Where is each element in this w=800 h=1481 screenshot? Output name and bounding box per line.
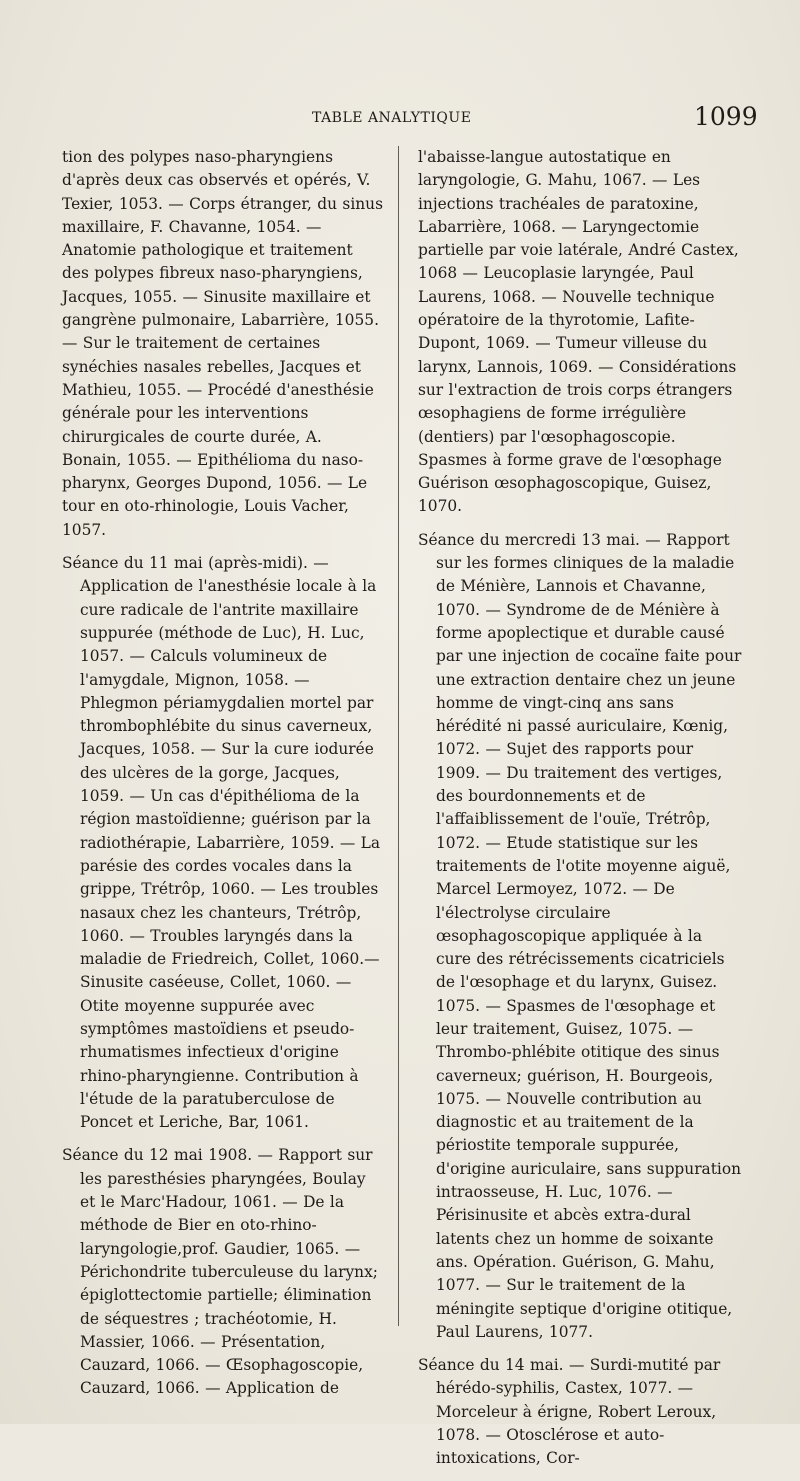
- column-divider: [398, 146, 399, 1326]
- right-column: [418, 146, 742, 1481]
- index-paragraph: Séance du 14 mai. — Surdi-mutité par hérédo-syphilis, Castex, 1077. — Morceleur à érigne, Robert Leroux, 1078. — Otosclérose et auto-intoxications, Cor-: [418, 1356, 721, 1468]
- index-paragraph: l'abaisse-langue autostatique en laryngologie, G. Mahu, 1067. — Les injections trachéales de paratoxine, Labarrière, 1068. — Laryngectomie partielle par voie latérale, André Castex, 1068 — Leucoplasie laryngée, Paul Laurens, 1068. — Nouvelle technique opératoire de la thyrotomie, Lafite-Dupont, 1069. — Tumeur villeuse du larynx, Lannois, 1069. — Considérations sur l'extraction de trois corps étrangers œsophagiens de forme irrégulière (dentiers) par l'œsophagoscopie. Spasmes à forme grave de l'œsophage Guérison œsophagoscopique, Guisez, 1070.: [418, 148, 739, 516]
- page-number: 1099: [694, 102, 758, 131]
- index-paragraph: Séance du mercredi 13 mai. — Rapport sur les formes cliniques de la maladie de Ménière, Lannois et Chavanne, 1070. — Syndrome de de Ménière à forme apoplectique et durable causé par une injection de cocaïne faite pour une extraction dentaire chez un jeune homme de vingt-cinq ans sans hérédité ni passé auriculaire, Kœnig, 1072. — Sujet des rapports pour 1909. — Du traitement des vertiges, des bourdonnements et de l'affaiblissement de l'ouïe, Trétrôp, 1072. — Etude statistique sur les traitements de l'otite moyenne aiguë, Marcel Lermoyez, 1072. — De l'électrolyse circulaire œsophagoscopique appliquée à la cure des rétrécissements cicatriciels de l'œsophage et du larynx, Guisez. 1075. — Spasmes de l'œsophage et leur traitement, Guisez, 1075. — Thrombo-phlébite otitique des sinus caverneux; guérison, H. Bourgeois, 1075. — Nouvelle contribution au diagnostic et au traitement de la périostite temporale suppurée, d'origine auriculaire, sans suppuration intraosseuse, H. Luc, 1076. — Périsinusite et abcès extra-dural latents chez un homme de soixante ans. Opération. Guérison, G. Mahu, 1077. — Sur le traitement de la méningite septique d'origine otitique, Paul Laurens, 1077.: [418, 530, 742, 1341]
- left-column: [62, 146, 384, 1411]
- index-paragraph: Séance du 11 mai (après-midi). — Application de l'anesthésie locale à la cure radicale de l'antrite maxillaire suppurée (méthode de Luc), H. Luc, 1057. — Calculs volumineux de l'amygdale, Mignon, 1058. — Phlegmon périamygdalien mortel par thrombophlébite du sinus caverneux, Jacques, 1058. — Sur la cure iodurée des ulcères de la gorge, Jacques, 1059. — Un cas d'épithélioma de la région mastoïdienne; guérison par la radiothérapie, Labarrière, 1059. — La parésie des cordes vocales dans la grippe, Trétrôp, 1060. — Les troubles nasaux chez les chanteurs, Trétrôp, 1060. — Troubles laryngés dans la maladie de Friedreich, Collet, 1060.— Sinusite caséeuse, Collet, 1060. — Otite moyenne suppurée avec symptômes mastoïdiens et pseudo-rhumatismes infectieux d'origine rhino-pharyngienne. Contribution à l'étude de la paratuberculose de Poncet et Leriche, Bar, 1061.: [62, 554, 381, 1132]
- page-header: [0, 104, 800, 134]
- index-paragraph: Séance du 12 mai 1908. — Rapport sur les paresthésies pharyngées, Boulay et le Marc'Hadour, 1061. — De la méthode de Bier en oto-rhino-laryngologie,prof. Gaudier, 1065. — Périchondrite tuberculeuse du larynx; épiglottectomie partielle; élimination de séquestres ; trachéotomie, H. Massier, 1066. — Présentation, Cauzard, 1066. — Œsophagoscopie, Cauzard, 1066. — Application de: [62, 1146, 378, 1398]
- running-title: TABLE ANALYTIQUE: [312, 110, 472, 126]
- index-paragraph: tion des polypes naso-pharyngiens d'après deux cas observés et opérés, V. Texier, 1053. — Corps étranger, du sinus maxillaire, F. Chavanne, 1054. — Anatomie pathologique et traitement des polypes fibreux naso-pharyngiens, Jacques, 1055. — Sinusite maxillaire et gangrène pulmonaire, Labarrière, 1055. — Sur le traitement de certaines synéchies nasales rebelles, Jacques et Mathieu, 1055. — Procédé d'anesthésie générale pour les interventions chirurgicales de courte durée, A. Bonain, 1055. — Epithélioma du naso-pharynx, Georges Dupond, 1056. — Le tour en oto-rhinologie, Louis Vacher, 1057.: [62, 148, 383, 539]
